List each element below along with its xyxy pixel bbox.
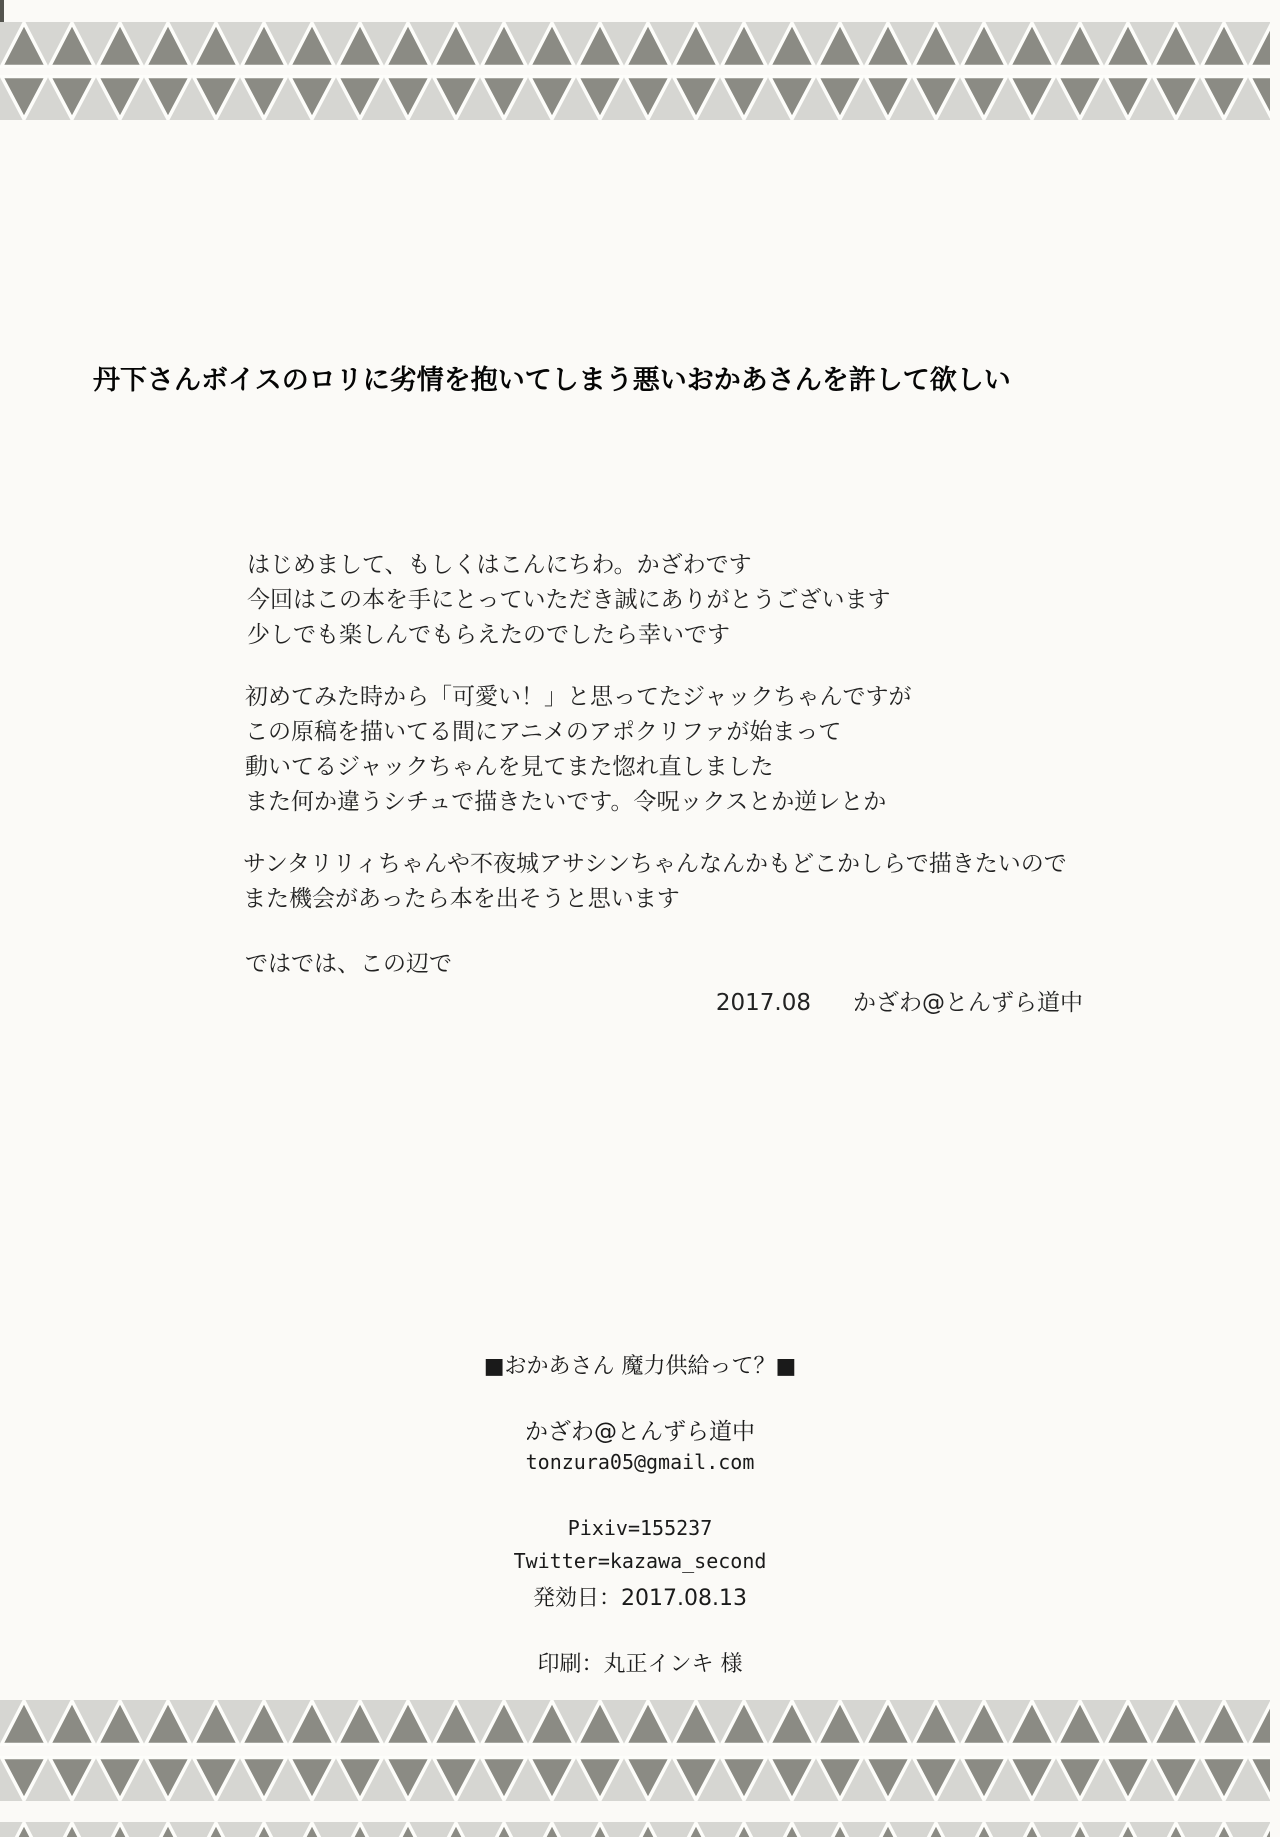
triangle-border-bottom-row1: [0, 1700, 1270, 1746]
afterword-line: 初めてみた時から「可愛い！」と思ってたジャックちゃんですが: [245, 684, 912, 710]
triangle-border-bottom-partial-row: [0, 1822, 1270, 1837]
colophon-author: かざわ@とんずら道中: [525, 1419, 755, 1445]
afterword-line: サンタリリィちゃんや不夜城アサシンちゃんなんかもどこかしらで描きたいので: [243, 851, 1067, 877]
colophon-pixiv: Pixiv=155237: [567, 1516, 713, 1540]
closing-line: ではでは、この辺で: [245, 951, 452, 977]
afterword-line: 少しでも楽しんでもらえたのでしたら幸いです: [247, 622, 730, 648]
afterword-line: また何か違うシチュで描きたいです。令呪ックスとか逆レとか: [245, 789, 887, 815]
colophon-printer: 印刷：丸正インキ 様: [537, 1652, 743, 1677]
afterword-paragraph-2: [245, 680, 912, 820]
afterword-line: はじめまして、もしくはこんにちわ。かざわです: [247, 552, 752, 578]
colophon-book-title: ■おかあさん 魔力供給って？■: [483, 1354, 797, 1379]
afterword-line: また機会があったら本を出そうと思います: [243, 886, 680, 912]
afterword-line: 動いてるジャックちゃんを見てまた惚れ直しました: [245, 754, 774, 780]
page-title: 丹下さんボイスのロリに劣情を抱いてしまう悪いおかあさんを許して欲しい: [93, 365, 1011, 396]
colophon-issue-date: 発効日：2017.08.13: [533, 1586, 747, 1611]
afterword-line: 今回はこの本を手にとっていただき誠にありがとうございます: [247, 587, 891, 613]
afterword-paragraph-3: [243, 847, 1067, 917]
triangle-border-top-row2: [0, 75, 1270, 120]
triangle-border-bottom-row2: [0, 1756, 1270, 1801]
colophon-email: tonzura05@gmail.com: [525, 1450, 755, 1474]
signature-name: かざわ@とんずら道中: [853, 990, 1083, 1016]
afterword-paragraph-1: [247, 548, 891, 653]
afterword-line: この原稿を描いてる間にアニメのアポクリファが始まって: [245, 719, 842, 745]
signature-date: 2017.08: [715, 990, 811, 1016]
colophon-twitter: Twitter=kazawa_second: [513, 1549, 767, 1573]
signature-line: [716, 984, 1083, 1017]
triangle-border-top-row1: [0, 22, 1270, 68]
